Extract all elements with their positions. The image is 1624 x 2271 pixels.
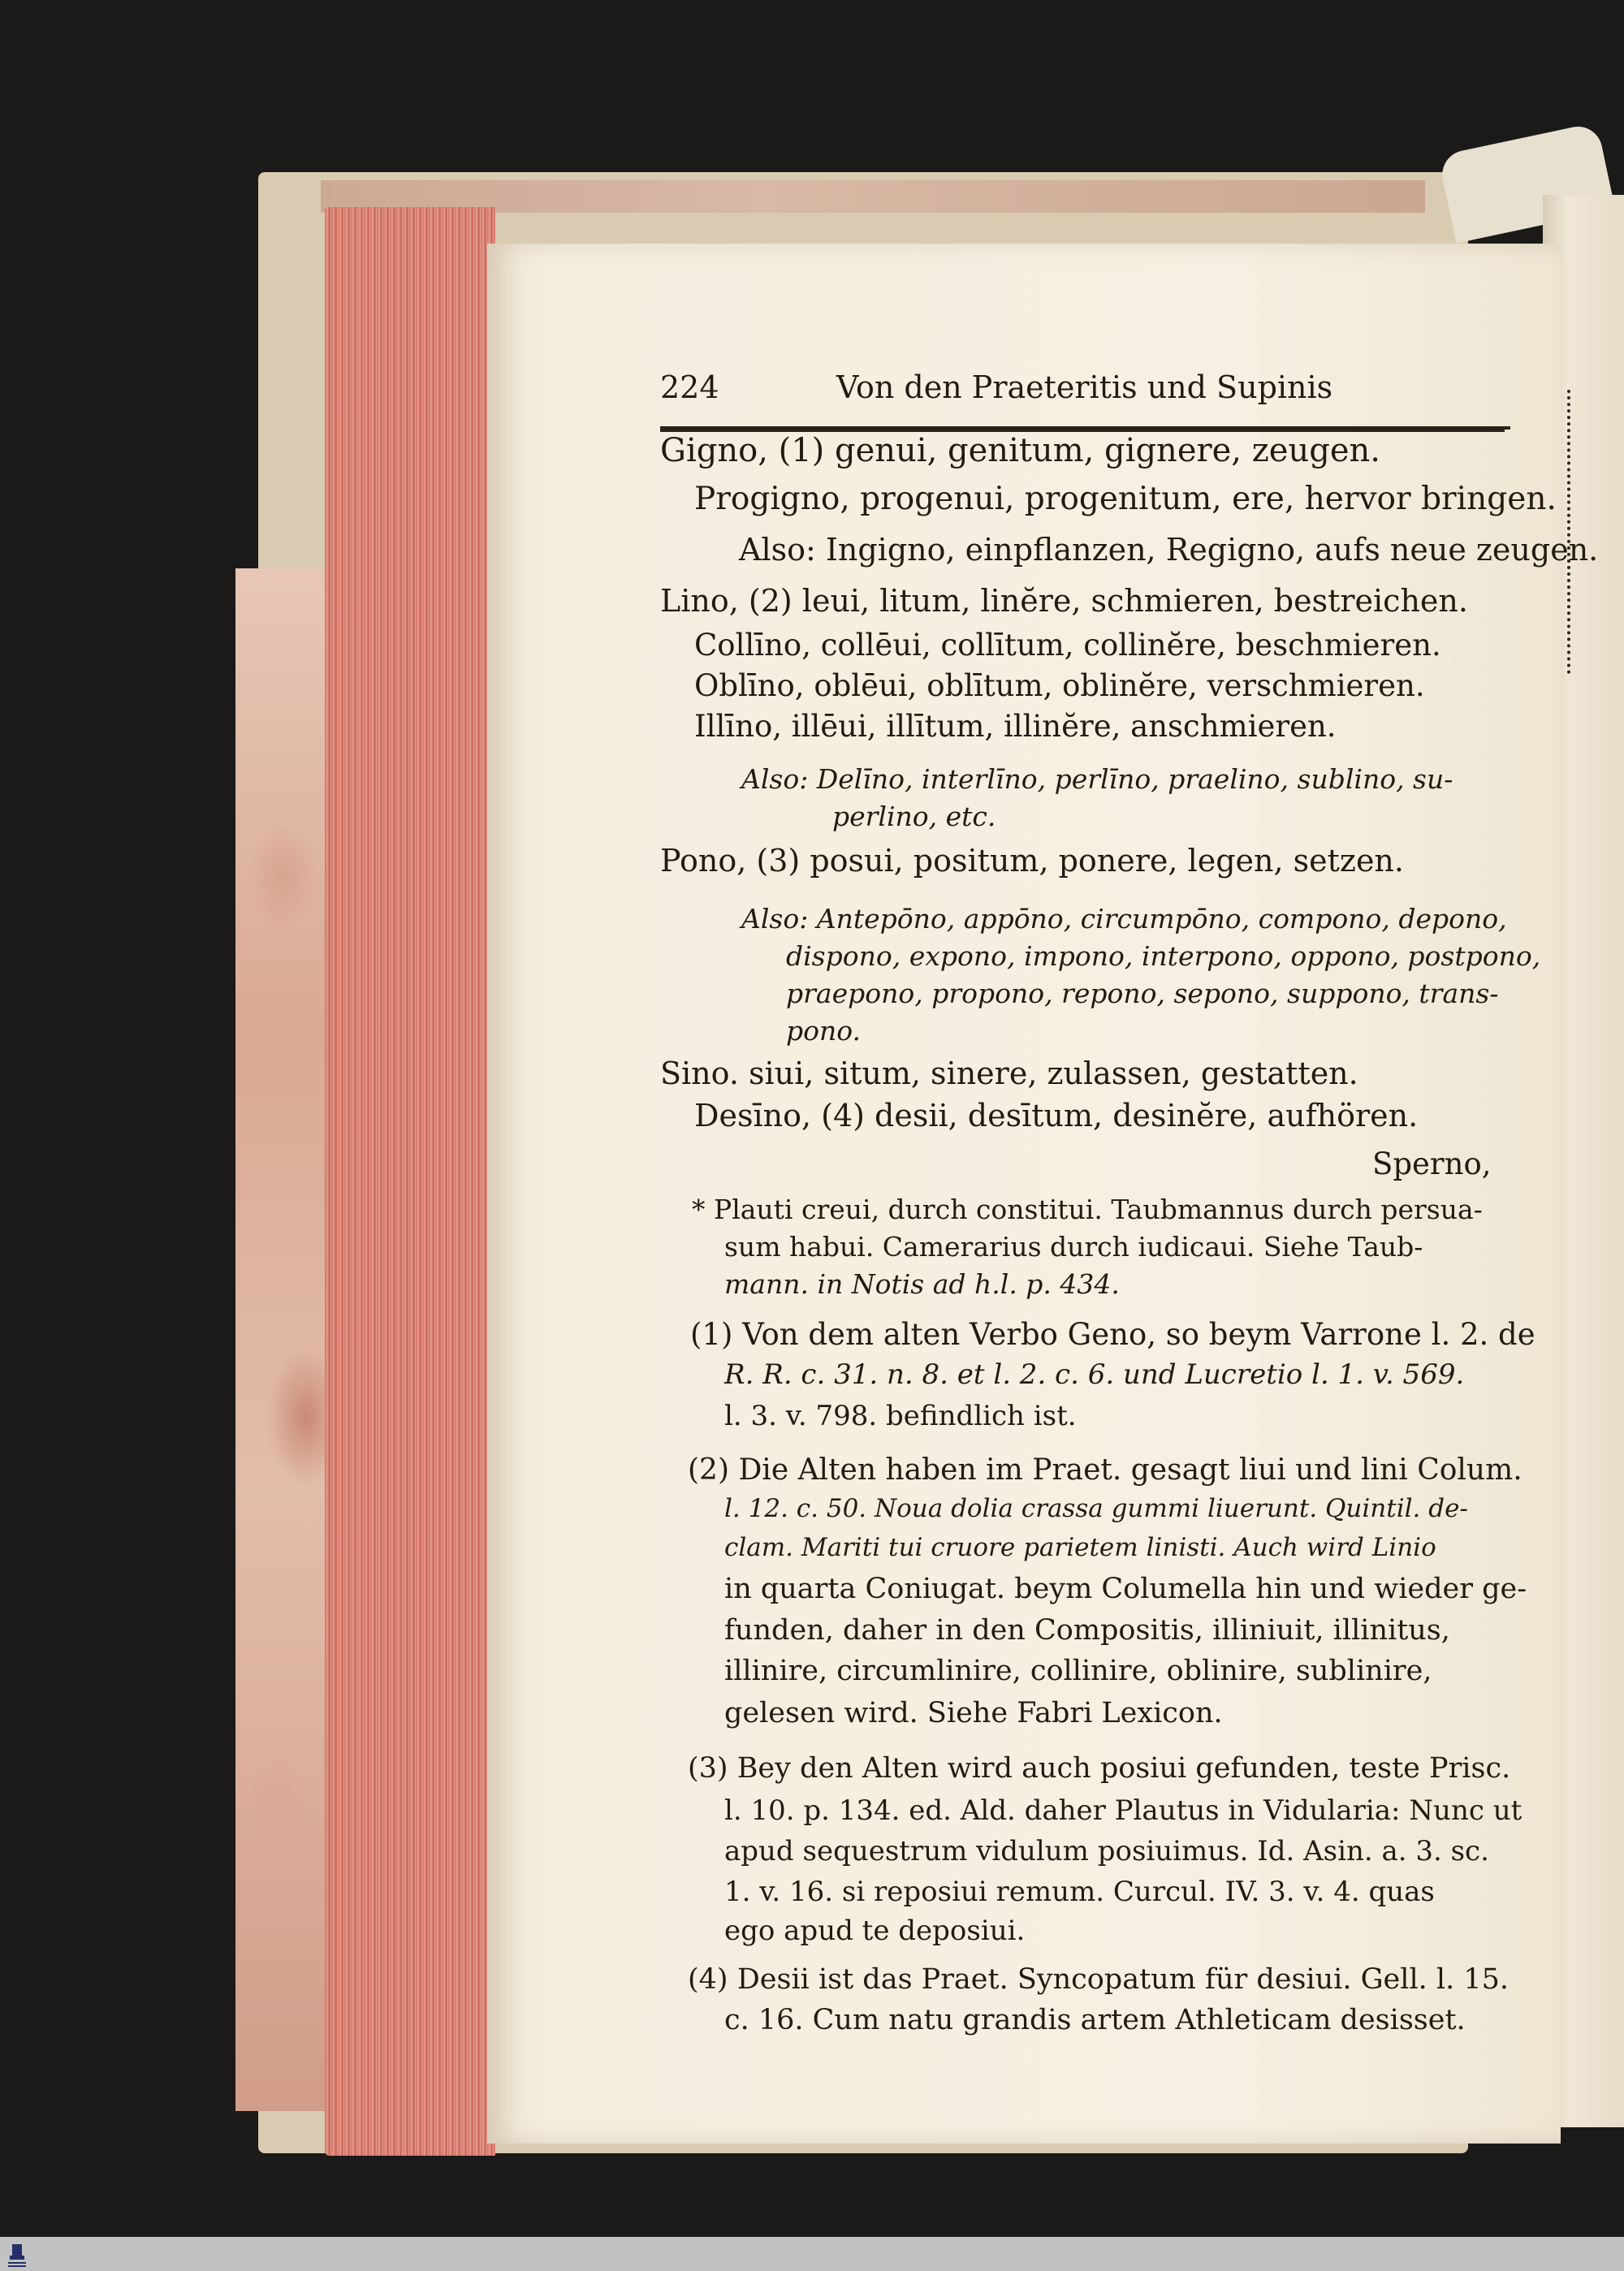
entry-line: dispono, expono, impono, interpono, oppono, postpono, (786, 940, 1541, 972)
footnote-line: in quarta Coniugat. beym Columella hin und wieder ge- (724, 1573, 1527, 1605)
header-rule (660, 426, 1505, 432)
page-edges (325, 207, 495, 2156)
footnote-line: R. R. c. 31. n. 8. et l. 2. c. 6. und Lucretio l. 1. v. 569. (724, 1358, 1465, 1391)
entry-line: Also: Ingigno, einpflanzen, Regigno, aufs neue zeugen. (739, 532, 1599, 568)
entry-line: Desīno, (4) desii, desītum, desinĕre, aufhören. (694, 1098, 1419, 1133)
header-rule-end (1413, 426, 1510, 430)
footnote-line: c. 16. Cum natu grandis artem Athleticam desisset. (724, 2004, 1466, 2036)
entry-line: Collīno, collēui, collītum, collinĕre, beschmieren. (694, 628, 1441, 663)
footnote-line: l. 3. v. 798. befindlich ist. (724, 1400, 1077, 1432)
viewer-footer-bar (0, 2237, 1624, 2271)
catchword: Sperno, (1372, 1146, 1492, 1181)
footnote-line: mann. in Notis ad h.l. p. 434. (724, 1268, 1120, 1300)
entry-line: Lino, (2) leui, litum, linĕre, schmieren, bestreichen. (660, 583, 1468, 619)
entry-line: Pono, (3) posui, positum, ponere, legen, setzen. (660, 843, 1404, 879)
footnote-line: l. 12. c. 50. Noua dolia crassa gummi liuerunt. Quintil. de- (724, 1494, 1468, 1523)
footnote-line: (4) Desii ist das Praet. Syncopatum für desiui. Gell. l. 15. (688, 1963, 1510, 1996)
footnote-line: gelesen wird. Siehe Fabri Lexicon. (724, 1697, 1223, 1729)
entry-line: Sino. siui, situm, sinere, zulassen, gestatten. (660, 1056, 1358, 1091)
footnote-line: (1) Von dem alten Verbo Geno, so beym Varrone l. 2. de (690, 1317, 1535, 1352)
entry-line: pono. (786, 1015, 862, 1047)
footnote-line: clam. Mariti tui cruore parietem linisti. Auch wird Linio (724, 1533, 1436, 1562)
footnote-line: apud sequestrum vidulum posiuimus. Id. Asin. a. 3. sc. (724, 1835, 1489, 1867)
page-number: 224 (660, 369, 719, 405)
library-logo-icon (3, 2241, 31, 2269)
entry-line: Gigno, (1) genui, genitum, gignere, zeugen. (660, 432, 1380, 469)
entry-line: Illīno, illēui, illītum, illinĕre, anschmieren. (694, 709, 1337, 744)
footnote-line: illinire, circumlinire, collinire, oblinire, sublinire, (724, 1655, 1432, 1687)
entry-line: Oblīno, oblēui, oblītum, oblinĕre, verschmieren. (694, 668, 1425, 703)
running-head: Von den Praeteritis und Supinis (836, 369, 1333, 405)
footnote-line: ego apud te deposiui. (724, 1915, 1026, 1947)
entry-line: Also: Delīno, interlīno, perlīno, praelino, sublino, su- (741, 763, 1453, 795)
footnote-line: l. 10. p. 134. ed. Ald. daher Plautus in Vidularia: Nunc ut (724, 1794, 1522, 1827)
book-page (487, 244, 1599, 2144)
entry-line: perlino, etc. (832, 801, 996, 832)
footnote-line: 1. v. 16. si reposiui remum. Curcul. IV. 3. v. 4. quas (724, 1876, 1435, 1908)
entry-line: Progigno, progenui, progenitum, ere, hervor bringen. (694, 481, 1557, 517)
footnote-line: (2) Die Alten haben im Praet. gesagt liui und lini Colum. (688, 1453, 1522, 1487)
footnote-line: * Plauti creui, durch constitui. Taubmannus durch persua- (692, 1194, 1483, 1225)
entry-line: praepono, propono, repono, sepono, suppono, trans- (786, 978, 1499, 1009)
entry-line: Also: Antepōno, appōno, circumpōno, compono, depono, (741, 903, 1507, 935)
footnote-line: funden, daher in den Compositis, illiniuit, illinitus, (724, 1614, 1450, 1647)
footnote-line: sum habui. Camerarius durch iudicaui. Siehe Taub- (724, 1231, 1423, 1263)
footnote-line: (3) Bey den Alten wird auch posiui gefunden, teste Prisc. (688, 1752, 1511, 1785)
